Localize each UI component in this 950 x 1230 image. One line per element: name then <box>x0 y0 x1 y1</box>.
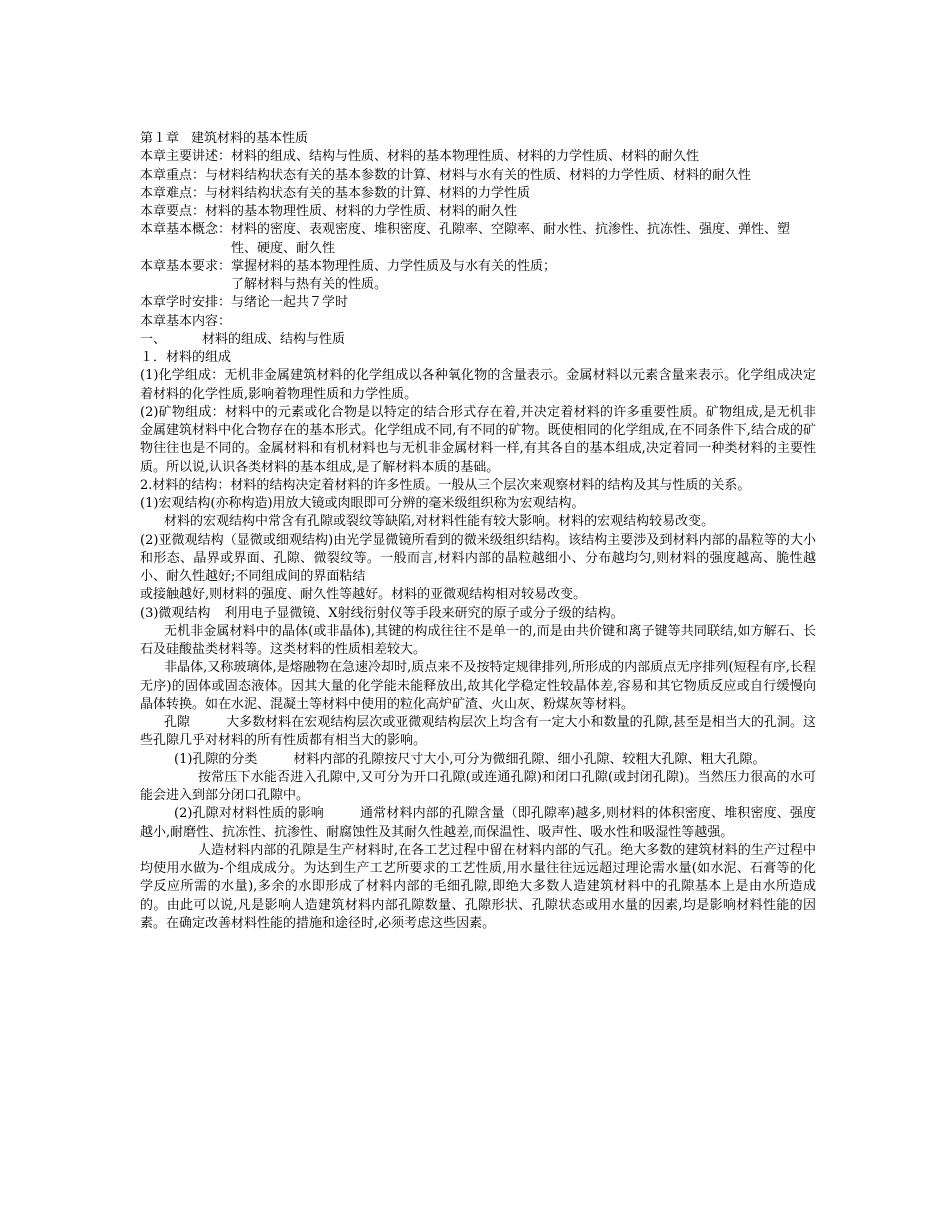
contents-label: 本章基本内容： <box>140 313 232 329</box>
overview-hours <box>140 294 816 312</box>
paragraph-pores <box>140 714 816 751</box>
hours-label: 本章学时安排： <box>140 295 232 311</box>
pores-label: 孔隙 <box>164 715 191 730</box>
overview-label: 本章基本概念： <box>140 222 232 238</box>
overview-label: 本章重点： <box>140 167 206 183</box>
overview-label: 本章主要讲述： <box>140 149 232 165</box>
hours-text: 与绪论一起共７学时 <box>231 295 349 311</box>
requirements-label: 本章基本要求： <box>140 258 232 274</box>
overview-text: 材料的基本物理性质、材料的力学性质、材料的耐久性 <box>205 204 518 219</box>
paragraph-pore-effects <box>140 805 816 842</box>
micro-structure-label: (3)微观结构 <box>140 605 211 621</box>
overview-label: 本章难点： <box>140 185 206 201</box>
overview-text: 与材料结构状态有关的基本参数的计算、材料的力学性质 <box>205 185 531 201</box>
paragraph-pore-classification <box>140 751 816 769</box>
pores-text: 大多数材料在宏观结构层次或亚微观结构层次上均含有一定大小和数量的孔隙,甚至是相当大的孔洞。这些孔隙几乎对材料的所有性质都有相当大的影响。 <box>140 715 816 749</box>
overview-main-topics <box>140 148 816 166</box>
paragraph-chemical-composition: (1)化学组成：无机非金属建筑材料的化学组成以各种氧化物的含量表示。金属材料以元素含量来表示。化学组成决定着材料的化学性质,影响着物理性质和力学性质。 <box>140 368 816 402</box>
chapter-heading <box>140 130 816 148</box>
paragraph-mineral-composition: (2)矿物组成：材料中的元素或化合物是以特定的结合形式存在着,并决定着材料的许多重要性质。矿物组成,是无机非金属建筑材料中化合物存在的基本形式。化学组成不同,有不同的矿物。既使相同的化学组成,在不同条件下,结合成的矿物往往也是不同的。金属材料和有机材料也与无机非金属材料一样,有其各自的基本组成,决定着同一种类材料的主要性质。所以说,认识各类材料的基本组成,是了解材料本质的基础。 <box>140 404 816 475</box>
chapter-title: 建筑材料的基本性质 <box>191 131 309 146</box>
overview-text: 与材料结构状态有关的基本参数的计算、材料与水有关的性质、材料的力学性质、材料的耐久性 <box>205 167 752 183</box>
section-heading <box>140 331 816 349</box>
paragraph-macro-structure-detail: 材料的宏观结构中常含有孔隙或裂纹等缺陷,对材料性能有较大影响。材料的宏观结构较易改变。 <box>164 514 715 530</box>
overview-essentials <box>140 203 816 221</box>
chapter-number: 第１章 <box>140 131 180 146</box>
overview-key-points <box>140 167 816 185</box>
paragraph-amorphous: 非晶体,又称玻璃体,是熔融物在急速冷却时,质点来不及按特定规律排列,所形成的内部质点无序排列(短程有序,长程无序)的固体或固态液体。因其大量的化学能未能释放出,故其化学稳定性较晶体差,容易和其它物质反应或自行缓慢向晶体转换。如在水泥、混凝土等材料中使用的粒化高炉矿渣、火山灰、粉煤灰等材料。 <box>140 660 816 712</box>
pore-classification-text: 材料内部的孔隙按尺寸大小,可分为微细孔隙、细小孔隙、较粗大孔隙、粗大孔隙。 <box>293 751 766 767</box>
paragraph-crystal: 无机非金属材料中的晶体(或非晶体),其键的构成往往不是单一的,而是由共价键和离子键等共同联结,如方解石、长石及硅酸盐类材料等。这类材料的性质相差较大。 <box>140 623 816 657</box>
paragraph-micro-structure <box>140 605 816 623</box>
paragraph-artificial-materials: 人造材料内部的孔隙是生产材料时,在各工艺过程中留在材料内部的气孔。绝大多数的建筑材料的生产过程中均使用水做为-个组成成分。为达到生产工艺所要求的工艺性质,用水量往往远远超过理论需水量(如水泥、石膏等的化学反应所需的水量),多余的水即形成了材料内部的毛细孔隙,即绝大多数人造建筑材料中的孔隙基本上是由水所造成的。由此可以说,凡是影响人造建筑材料内部孔隙数量、孔隙形状、孔隙状态或用水量的因素,均是影响材料性能的因素。在确定改善材料性能的措施和途径时,必须考虑这些因素。 <box>140 842 816 931</box>
pore-effects-label: (2)孔隙对材料性质的影响 <box>174 806 324 822</box>
paragraph-material-structure: 2.材料的结构：材料的结构决定着材料的许多性质。一般从三个层次来观察材料的结构及其与性质的关系。 <box>140 477 751 493</box>
subsection-heading: １．材料的组成 <box>140 350 232 365</box>
requirements-line-1: 掌握材料的基本物理性质、力学性质及与水有关的性质； <box>231 258 557 274</box>
requirements-line-2: 了解材料与热有关的性质。 <box>231 277 388 292</box>
paragraph-open-closed-pores: 按常压下水能否进入孔隙中,又可分为开口孔隙(或连通孔隙)和闭口孔隙(或封闭孔隙)。当然压力很高的水可能会进入到部分闭口孔隙中。 <box>140 769 816 803</box>
overview-concepts <box>140 221 816 258</box>
paragraph-macro-structure: (1)宏观结构(亦称构造)用放大镜或肉眼即可分辨的毫米级组织称为宏观结构。 <box>140 496 585 511</box>
micro-structure-text: 利用电子显微镜、X射线衍射仪等手段来研究的原子或分子级的结构。 <box>224 605 624 621</box>
document-page <box>140 130 816 933</box>
overview-label: 本章要点： <box>140 204 206 219</box>
paragraph-submicro-structure-end: 或接触越好,则材料的强度、耐久性等越好。材料的亚微观结构相对较易改变。 <box>140 587 587 603</box>
overview-text: 材料的密度、表观密度、堆积密度、孔隙率、空隙率、耐水性、抗渗性、抗冻性、强度、弹性、塑性、硬度、耐久性 <box>231 222 791 256</box>
overview-text: 材料的组成、结构与性质、材料的基本物理性质、材料的力学性质、材料的耐久性 <box>231 149 700 165</box>
pore-classification-label: (1)孔隙的分类 <box>174 751 258 767</box>
section-title: 材料的组成、结构与性质 <box>202 331 346 347</box>
section-number: 一、 <box>140 331 167 347</box>
overview-difficulties <box>140 185 816 203</box>
paragraph-submicro-structure: (2)亚微观结构（显微或细观结构)由光学显微镜所看到的微米级组织结构。该结构主要涉及到材料内部的晶粒等的大小和形态、晶界或界面、孔隙、微裂纹等。一般而言,材料内部的晶粒越细小、分布越均匀,则材料的强度越高、脆性越小、耐久性越好;不同组成间的界面粘结 <box>140 532 816 584</box>
pore-effects-text: 通常材料内部的孔隙含量（即孔隙率)越多,则材料的体积密度、堆积密度、强度越小,耐磨性、抗冻性、抗渗性、耐腐蚀性及其耐久性越差,而保温性、吸声性、吸水性和吸湿性等越强。 <box>140 806 816 840</box>
overview-requirements <box>140 258 816 295</box>
